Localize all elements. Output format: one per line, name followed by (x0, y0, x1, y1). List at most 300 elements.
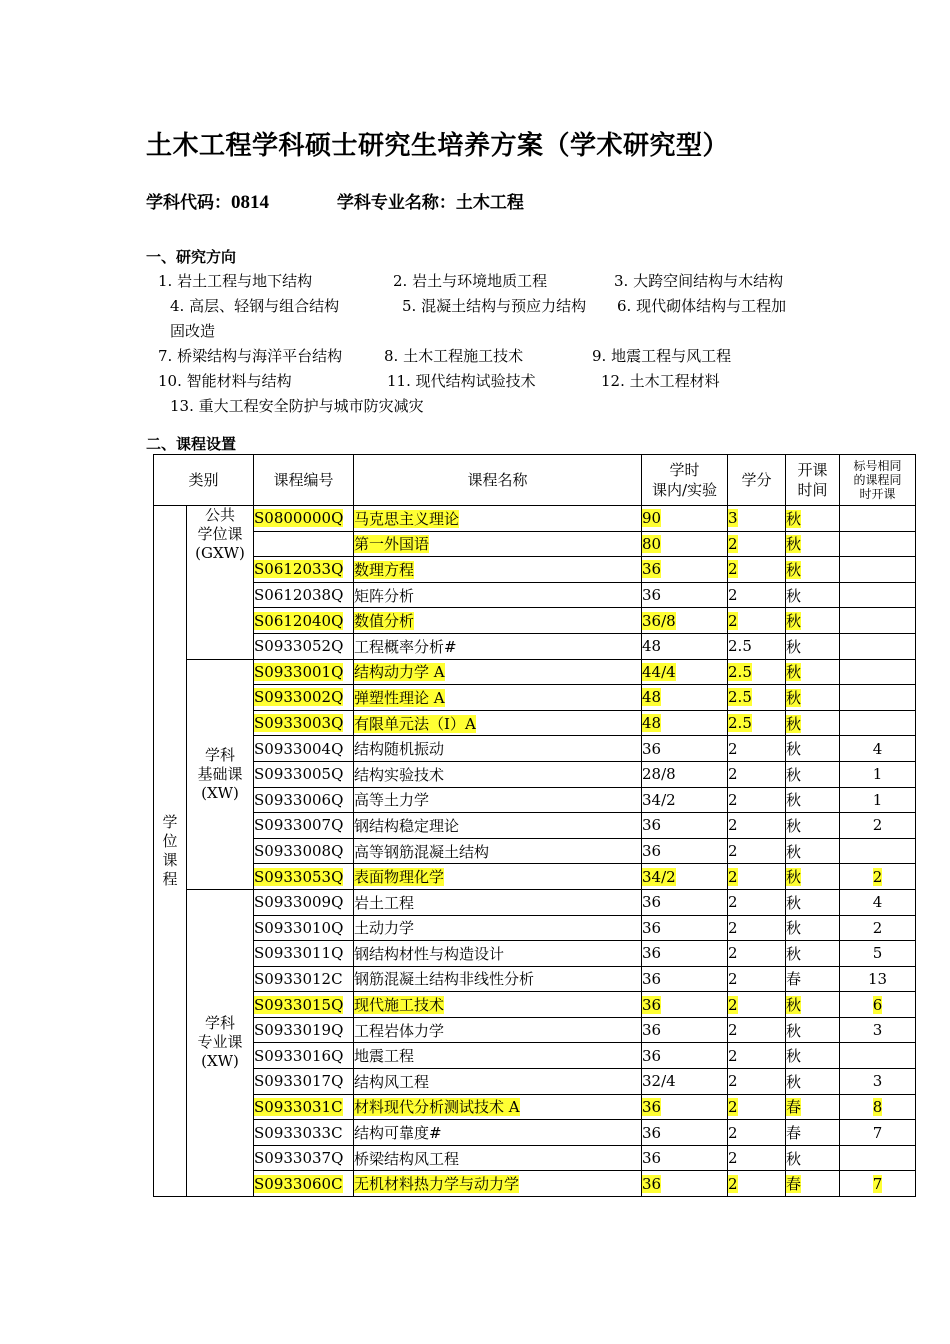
course-term: 秋 (786, 893, 802, 912)
course-credit-cell (728, 941, 786, 967)
course-hours-cell (642, 659, 728, 685)
course-name: 数值分析 (354, 612, 415, 631)
course-term: 秋 (786, 1047, 802, 1066)
header-term (786, 455, 840, 506)
table-row (154, 659, 916, 685)
course-term-cell (786, 889, 840, 915)
table-row (154, 787, 916, 813)
research-direction: 8. 土木工程施工技术 (384, 347, 524, 365)
course-credit-cell (728, 838, 786, 864)
course-same-number-cell (840, 1120, 916, 1146)
course-code-cell (254, 966, 354, 992)
course-term-cell (786, 787, 840, 813)
course-group-cell (187, 659, 254, 889)
course-term: 秋 (786, 1021, 802, 1040)
course-code-cell (254, 1043, 354, 1069)
course-credit: 2 (728, 893, 738, 912)
category-char: 位 (162, 832, 178, 851)
table-row (154, 966, 916, 992)
course-credit: 2 (728, 995, 738, 1014)
table-row (154, 864, 916, 890)
course-same-number: 2 (872, 816, 883, 835)
course-hours-cell (642, 1171, 728, 1197)
table-row (154, 1094, 916, 1120)
course-same-number-cell (840, 736, 916, 762)
course-term-cell (786, 1120, 840, 1146)
course-code: S0933019Q (254, 1021, 344, 1040)
course-code: S0933003Q (254, 714, 344, 733)
course-credit: 2.5 (728, 688, 752, 707)
course-code: S0933016Q (254, 1046, 344, 1065)
course-term-cell (786, 633, 840, 659)
course-code-cell (254, 1145, 354, 1171)
course-term: 秋 (786, 791, 802, 810)
course-same-number-cell (840, 1069, 916, 1095)
course-name: 结构风工程 (354, 1072, 430, 1091)
research-direction: 4. 高层、轻钢与组合结构 (170, 297, 340, 315)
course-credit: 2 (728, 1046, 738, 1065)
course-name: 马克思主义理论 (354, 509, 460, 528)
course-same-number: 4 (872, 739, 883, 758)
course-name: 高等土力学 (354, 791, 430, 810)
course-hours-cell (642, 787, 728, 813)
course-same-number-cell (840, 813, 916, 839)
course-code-cell (254, 582, 354, 608)
course-credit-cell (728, 1120, 786, 1146)
course-credit: 2.5 (728, 714, 752, 733)
course-code-cell (254, 506, 354, 532)
course-credit-cell (728, 761, 786, 787)
research-direction: 13. 重大工程安全防护与城市防灾减灾 (170, 397, 424, 415)
course-hours-cell (642, 1017, 728, 1043)
course-credit-cell (728, 582, 786, 608)
course-code-cell (254, 633, 354, 659)
course-name: 表面物理化学 (354, 868, 445, 887)
research-direction: 7. 桥梁结构与海洋平台结构 (158, 347, 343, 365)
course-code: S0933009Q (254, 893, 344, 912)
course-group-cell (187, 506, 254, 660)
course-name-cell (354, 838, 642, 864)
course-same-number-cell (840, 1043, 916, 1069)
course-credit: 2 (728, 1174, 738, 1193)
course-code-cell (254, 685, 354, 711)
course-hours-cell (642, 710, 728, 736)
course-hours: 44/4 (642, 662, 676, 681)
course-name-cell (354, 1145, 642, 1171)
subject-name-label: 学科专业名称： (336, 193, 456, 213)
course-hours: 36 (642, 1149, 662, 1168)
course-credit: 2 (728, 842, 738, 861)
course-code: S0933053Q (254, 867, 344, 886)
header-term-line2: 时间 (797, 481, 828, 499)
course-credit-cell (728, 1171, 786, 1197)
course-credit-cell (728, 659, 786, 685)
course-name: 结构动力学 A (354, 663, 445, 682)
course-same-number-cell (840, 685, 916, 711)
course-same-number: 2 (872, 918, 883, 937)
research-direction: 1. 岩土工程与地下结构 (158, 272, 313, 290)
course-name-cell (354, 736, 642, 762)
course-credit-cell (728, 915, 786, 941)
course-term: 秋 (786, 740, 802, 759)
course-code-cell (254, 1069, 354, 1095)
course-credit: 2 (728, 1149, 738, 1168)
course-name-cell (354, 1120, 642, 1146)
course-hours-cell (642, 838, 728, 864)
course-hours-cell (642, 889, 728, 915)
course-same-number: 8 (872, 1097, 883, 1116)
course-credit: 2.5 (728, 637, 752, 656)
course-term: 秋 (786, 1149, 802, 1168)
course-term-cell (786, 659, 840, 685)
course-hours: 36 (642, 995, 662, 1014)
research-direction: 5. 混凝土结构与预应力结构 (402, 297, 587, 315)
course-name-cell (354, 608, 642, 634)
course-hours-cell (642, 531, 728, 557)
course-term: 秋 (786, 663, 802, 682)
course-credit-cell (728, 531, 786, 557)
header-same-line1: 标号相同 (853, 459, 902, 473)
course-term: 秋 (786, 816, 802, 835)
course-term: 秋 (786, 560, 802, 579)
course-code-cell (254, 736, 354, 762)
course-hours-cell (642, 633, 728, 659)
course-group-label: (GXW) (195, 544, 245, 562)
course-code: S0933060C (254, 1174, 343, 1193)
course-credit: 2 (728, 765, 738, 784)
course-credit-cell (728, 1094, 786, 1120)
course-term: 秋 (786, 868, 802, 887)
table-row (154, 506, 916, 532)
course-code-cell (254, 915, 354, 941)
course-credit-cell (728, 864, 786, 890)
course-group-label: (XW) (201, 783, 239, 802)
course-name-cell (354, 992, 642, 1018)
course-code-cell (254, 531, 354, 557)
course-credit: 2 (728, 739, 738, 758)
research-direction: 2. 岩土与环境地质工程 (393, 272, 548, 290)
course-credit-cell (728, 633, 786, 659)
course-same-number-cell (840, 557, 916, 583)
course-name-cell (354, 506, 642, 532)
header-hours-line1: 学时 (669, 461, 700, 479)
table-row (154, 685, 916, 711)
course-name: 有限单元法（Ⅰ）A (354, 714, 476, 733)
course-term: 春 (786, 1124, 802, 1143)
course-hours-cell (642, 1145, 728, 1171)
course-name: 工程概率分析# (354, 637, 457, 656)
course-same-number-cell (840, 1094, 916, 1120)
course-name-cell (354, 941, 642, 967)
header-hours-line2: 课内/实验 (651, 481, 718, 499)
course-credit-cell (728, 1017, 786, 1043)
course-term-cell (786, 966, 840, 992)
course-credit: 2 (728, 611, 738, 630)
course-term-cell (786, 761, 840, 787)
course-credit-cell (728, 557, 786, 583)
course-code-cell (254, 838, 354, 864)
course-credit-cell (728, 1145, 786, 1171)
header-course-code: 课程编号 (254, 455, 354, 506)
course-code-cell (254, 1120, 354, 1146)
course-name: 材料现代分析测试技术 A (354, 1098, 520, 1117)
course-code-cell (254, 608, 354, 634)
course-credit: 2 (728, 944, 738, 963)
course-name-cell (354, 633, 642, 659)
course-credit: 2.5 (728, 662, 752, 681)
course-credit: 2 (728, 1097, 738, 1116)
research-direction: 10. 智能材料与结构 (158, 372, 292, 390)
course-hours: 36 (642, 816, 662, 835)
research-direction: 9. 地震工程与风工程 (592, 347, 732, 365)
course-term: 秋 (786, 944, 802, 963)
table-row (154, 531, 916, 557)
course-credit-cell (728, 889, 786, 915)
course-name: 弹塑性理论 A (354, 688, 445, 707)
table-row (154, 582, 916, 608)
course-name-cell (354, 915, 642, 941)
course-hours: 36 (642, 842, 662, 861)
course-credit-cell (728, 813, 786, 839)
course-name-cell (354, 966, 642, 992)
course-hours: 34/2 (642, 867, 676, 886)
course-credit: 2 (728, 790, 738, 809)
course-same-number-cell (840, 1145, 916, 1171)
course-hours-cell (642, 941, 728, 967)
course-term: 春 (786, 1175, 802, 1194)
course-term: 秋 (786, 535, 802, 554)
course-same-number-cell (840, 582, 916, 608)
course-hours: 36 (642, 1046, 662, 1065)
course-name-cell (354, 710, 642, 736)
course-credit-cell (728, 1043, 786, 1069)
course-same-number: 3 (872, 1072, 883, 1091)
course-name-cell (354, 1017, 642, 1043)
course-term-cell (786, 685, 840, 711)
research-direction-continued: 固改造 (170, 322, 216, 340)
course-same-number-cell (840, 941, 916, 967)
course-code: S0800000Q (254, 509, 344, 528)
course-name: 地震工程 (354, 1047, 415, 1066)
course-credit: 2 (728, 969, 738, 988)
course-same-number: 1 (872, 790, 883, 809)
course-hours: 48 (642, 714, 662, 733)
course-credit: 2 (728, 918, 738, 937)
course-term: 春 (786, 1098, 802, 1117)
course-hours: 36 (642, 944, 662, 963)
course-credit-cell (728, 506, 786, 532)
course-term: 秋 (786, 714, 802, 733)
course-term-cell (786, 941, 840, 967)
table-header-row (154, 455, 916, 506)
header-same-line3: 时开课 (859, 487, 896, 501)
course-hours: 36 (642, 739, 662, 758)
course-term-cell (786, 864, 840, 890)
subject-line (146, 188, 524, 214)
table-row (154, 1120, 916, 1146)
course-hours: 36 (642, 1123, 662, 1142)
course-name-cell (354, 685, 642, 711)
course-code: S0933017Q (254, 1072, 344, 1091)
course-name-cell (354, 1043, 642, 1069)
course-same-number: 13 (867, 969, 888, 988)
course-name: 钢筋混凝土结构非线性分析 (354, 970, 535, 989)
table-row (154, 992, 916, 1018)
course-name: 土动力学 (354, 919, 415, 938)
course-credit-cell (728, 608, 786, 634)
table-row (154, 838, 916, 864)
course-code: S0933010Q (254, 918, 344, 937)
table-row (154, 813, 916, 839)
course-hours: 28/8 (642, 765, 676, 784)
course-name: 钢结构稳定理论 (354, 816, 460, 835)
course-name-cell (354, 889, 642, 915)
course-same-number-cell (840, 710, 916, 736)
course-name-cell (354, 582, 642, 608)
table-row (154, 1017, 916, 1043)
course-hours-cell (642, 915, 728, 941)
course-same-number-cell (840, 1171, 916, 1197)
course-name: 结构实验技术 (354, 765, 445, 784)
course-term-cell (786, 813, 840, 839)
course-hours-cell (642, 557, 728, 583)
course-code-cell (254, 1094, 354, 1120)
header-term-line1: 开课 (797, 461, 828, 479)
course-code-cell (254, 761, 354, 787)
course-same-number-cell (840, 531, 916, 557)
course-term: 秋 (786, 586, 802, 605)
course-name-cell (354, 659, 642, 685)
course-name-cell (354, 531, 642, 557)
course-credit: 2 (728, 816, 738, 835)
course-term-cell (786, 557, 840, 583)
course-term-cell (786, 1069, 840, 1095)
course-term-cell (786, 915, 840, 941)
course-same-number-cell (840, 1017, 916, 1043)
course-same-number: 2 (872, 867, 883, 886)
course-code-cell (254, 889, 354, 915)
section-heading-research: 一、研究方向 (146, 248, 237, 266)
table-row (154, 736, 916, 762)
course-code-cell (254, 710, 354, 736)
course-hours: 36 (642, 893, 662, 912)
course-hours-cell (642, 736, 728, 762)
course-name: 现代施工技术 (354, 996, 445, 1015)
course-hours-cell (642, 966, 728, 992)
course-code: S0933008Q (254, 842, 344, 861)
course-hours: 36 (642, 586, 662, 605)
course-credit: 2 (728, 586, 738, 605)
course-same-number-cell (840, 608, 916, 634)
course-term-cell (786, 1094, 840, 1120)
course-hours: 36 (642, 918, 662, 937)
course-credit: 2 (728, 1072, 738, 1091)
course-same-number-cell (840, 659, 916, 685)
subject-name-value: 土木工程 (455, 193, 524, 213)
header-credit: 学分 (728, 455, 786, 506)
course-hours: 36 (642, 560, 662, 579)
course-hours: 36 (642, 1021, 662, 1040)
course-term-cell (786, 1017, 840, 1043)
course-name: 结构可靠度# (354, 1124, 442, 1143)
course-hours-cell (642, 761, 728, 787)
course-term-cell (786, 608, 840, 634)
course-group-label: (XW) (201, 1052, 239, 1071)
course-code-cell (254, 864, 354, 890)
course-name-cell (354, 1069, 642, 1095)
course-hours-cell (642, 582, 728, 608)
course-code-cell (254, 992, 354, 1018)
course-same-number: 6 (872, 995, 883, 1014)
research-direction: 11. 现代结构试验技术 (387, 372, 536, 390)
course-code-cell (254, 659, 354, 685)
course-hours-cell (642, 1120, 728, 1146)
course-same-number-cell (840, 761, 916, 787)
subject-code-label: 学科代码： (146, 193, 231, 213)
course-code: S0933031C (254, 1097, 343, 1116)
table-row (154, 710, 916, 736)
research-direction: 12. 土木工程材料 (601, 372, 720, 390)
course-hours: 36 (642, 1097, 662, 1116)
course-credit: 2 (728, 534, 738, 553)
course-term: 秋 (786, 1072, 802, 1091)
course-same-number: 3 (872, 1021, 883, 1040)
course-name: 钢结构材性与构造设计 (354, 944, 505, 963)
course-term: 秋 (786, 996, 802, 1015)
course-hours-cell (642, 608, 728, 634)
course-term-cell (786, 506, 840, 532)
course-hours: 36 (642, 969, 662, 988)
course-same-number-cell (840, 633, 916, 659)
course-group-label: 学位课 (197, 525, 243, 543)
course-group-label: 专业课 (197, 1033, 243, 1052)
course-code-cell (254, 557, 354, 583)
research-direction: 6. 现代砌体结构与工程加 (617, 297, 787, 315)
course-code-cell (254, 787, 354, 813)
course-group-label: 学科 (205, 745, 236, 764)
course-code: S0933033C (254, 1123, 343, 1142)
header-hours (642, 455, 728, 506)
course-name-cell (354, 864, 642, 890)
course-credit: 2 (728, 1123, 738, 1142)
course-code-cell (254, 1017, 354, 1043)
course-name: 高等钢筋混凝土结构 (354, 842, 490, 861)
course-credit: 2 (728, 560, 738, 579)
course-code: S0612038Q (254, 586, 344, 605)
table-row (154, 557, 916, 583)
course-term: 秋 (786, 637, 802, 656)
page-title: 土木工程学科硕士研究生培养方案（学术研究型） (146, 131, 730, 161)
course-name: 岩土工程 (354, 893, 415, 912)
course-same-number-cell (840, 787, 916, 813)
course-code: S0933015Q (254, 995, 344, 1014)
course-name: 桥梁结构风工程 (354, 1149, 460, 1168)
course-name: 第一外国语 (354, 535, 430, 554)
course-term-cell (786, 582, 840, 608)
course-code: S0933011Q (254, 944, 344, 963)
course-credit: 3 (728, 509, 738, 528)
course-hours: 34/2 (642, 790, 676, 809)
course-code: S0933037Q (254, 1149, 344, 1168)
course-credit: 2 (728, 1021, 738, 1040)
course-hours: 80 (642, 534, 662, 553)
course-credit-cell (728, 710, 786, 736)
course-hours-cell (642, 992, 728, 1018)
course-same-number-cell (840, 889, 916, 915)
course-hours: 48 (642, 637, 662, 656)
course-term-cell (786, 1145, 840, 1171)
table-row (154, 761, 916, 787)
